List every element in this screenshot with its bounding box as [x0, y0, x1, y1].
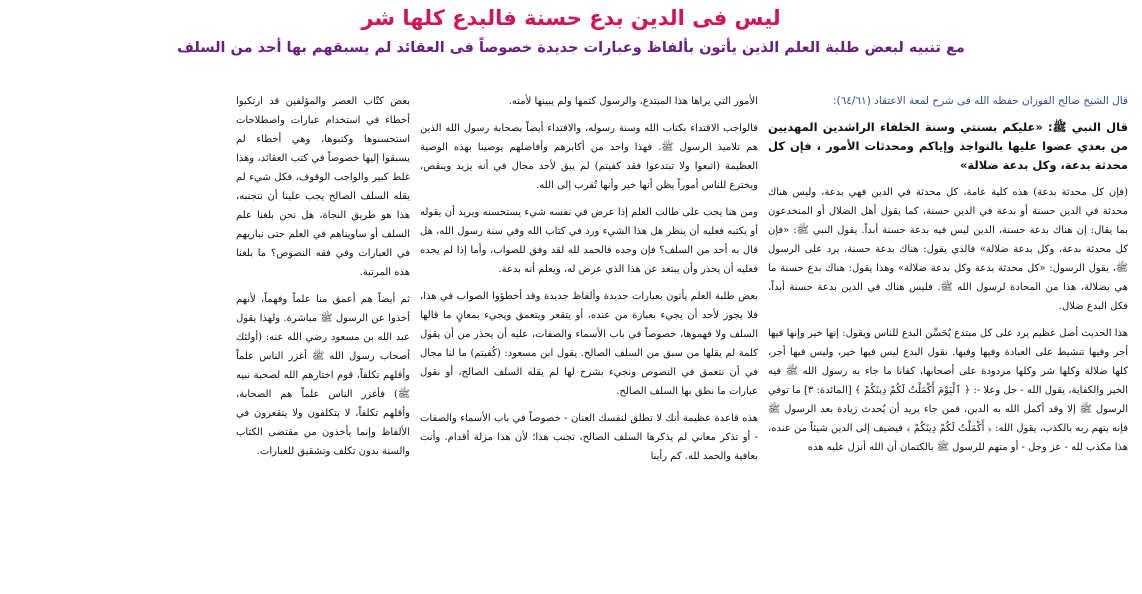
paragraph: فالواجب الاقتداء بكتاب الله وسنة رسوله، والاقتداء أيضاً بصحابة رسول الله الذين هم تلاميذ الرسول ﷺ. فهذا واحد من أكابرهم وأفاضلهم يوصينا بهذه الوصية العظيمة (اتبعوا ولا تبتدعوا فقد كفيتم) لم يبق لأحد مجال في أنه يزيد وينقص، ويخترع للناس أموراً يظن أنها خير وأنها تُقرب إلى الله.: [420, 123, 758, 191]
text-column-middle: [420, 92, 758, 592]
hadith-quote: قال النبي ﷺ: «عليكم بسنتي وسنة الخلفاء الراشدين المهديين من بعدي عضوا عليها بالنواجذ وإياكم ومحدثات الأمور ، فإن كل محدثة بدعة، وكل بدعة ضلالة»: [768, 120, 1128, 172]
paragraph: ثم أيضاً هم أعمق منا علماً وفهماً، لأنهم أخذوا عن الرسول ﷺ مباشرة. ولهذا يقول عبد الله بن مسعود رضي الله عنه: (أولئك أصحاب رسول الله ﷺ أغزر الناس علماً وأقلهم تكلفاً، قوم اختارهم الله لصحبة نبيه ﷺ) فأغزر الناس علماً هم الصحابة، وأقلهم تكلفاً، لا يتكلفون ولا يتقعرون في الألفاظ وإنما يأخذون من مقتضى الكتاب والسنة بدون تكلف وتشقيق للعبارات.: [236, 294, 410, 457]
source-citation: قال الشيخ صالح الفوزان حفظه الله فى شرح لمعة الاعتقاد (٦٤/٦١):: [832, 95, 1128, 107]
page-subtitle: مع تنبيه لبعض طلبة العلم الذين يأتون بألفاظ وعبارات جديدة خصوصاً فى العقائد لم يسبقهم بها أحد من السلف: [177, 40, 965, 56]
paragraph: هذا الحديث أصل عظيم يرد على كل مبتدع يُحَسِّن البدع للناس ويقول: إنها خير وإنها فيها أجر وفيها تنشيط على العبادة وفيها وفيها. نقول البدع ليس فيها خير، وليس فيها أجر، كلها ضلالة وكلها شر وكلها مردودة على أصحابها، كفانا ما جاء به رسول الله ﷺ فيه الخير والكفاية، يقول الله - جل وعلا -: ﴿ ٱلْيَوْمَ أَكْمَلْتُ لَكُمْ دِينَكُمْ ﴾ [المائدة: ٣] ما توفي الرسول ﷺ إلا وقد أكمل الله به الدين، فمن جاء يريد أن يُحدث زيادة بعد الرسول ﷺ فإنه يتهم ربه بالكذب، يقول الله: ﴿ أَكْمَلْتُ لَكُمْ دِينَكُمْ ﴾ فيضيف إلى الدين شيئاً من عنده، هذا مكذب لله - عز وجل - أو متهم للرسول ﷺ بالكتمان أن الله أنزل عليه هذه: [768, 328, 1128, 453]
paragraph: بعض طلبة العلم يأتون بعبارات جديدة وألفاظ جديدة وقد أخطؤوا الصواب في هذا، فلا يجوز لأحد أن يجيء بعبارة من عنده، أو يتقعر ويتعمق ويجيء بمعانٍ ما قالها السلف ولا فهموها، خصوصاً في باب الأسماء والصفات، عليه أن يحذر من أن يقول كلمة لم يقلها من سبق من السلف الصالح. يقول ابن مسعود: (كُفيتم) ما لنا مجال في أن نتعمق في النصوص ونجيء بشرح لها لم يقله السلف الصالح، أو نقول عبارات ما نطق بها السلف الصالح.: [420, 291, 758, 397]
paragraph: الأمور التي يراها هذا المبتدع، والرسول كتمها ولم يبينها لأمته.: [508, 96, 758, 107]
page-title: ليس فى الدين بدع حسنة فالبدع كلها شر: [361, 6, 781, 30]
paragraph: ومن هنا يجب على طالب العلم إذا عرض في نفسه شيء يستحسنه ويريد أن يقوله أو يكتبه فعليه أن ينظر هل هذا الشيء ورد في كتاب الله وفي سنة رسول الله، هل قال به أحد من السلف؟ فإن وجده فالحمد لله لقد وفق للصواب، وأما إذا لم يجده فعليه أن يحذر وأن يبتعد عن هذا الذي عرض له، ويعلم أنه بدعة.: [420, 207, 758, 275]
paragraph: (فإن كل محدثة بدعة) هذه كلية عامة، كل محدثة في الدين فهي بدعة، وليس هناك محدثة في الدين حسنة أو بدعة في الدين حسنة، كما يقول أهل الضلال أو المنخدعون بما يقال: إن هناك بدعة حسنة، الدين ليس فيه بدعة حسنة أبداً. يقول النبي ﷺ: «فإن كل محدثة بدعة، وكل بدعة ضلالة» فالذي يقول: هناك بدعة حسنة، يرد على الرسول ﷺ، يقول الرسول: «كل محدثة بدعة وكل بدعة ضلالة» وهذا يقول: هناك بدع حسنة ما هي بضلالة، هذا من المحادة لرسول الله ﷺ. فليس هناك في الدين بدعة حسنة أبداً، فكل البدع ضلال.: [768, 187, 1128, 312]
text-column-left: [236, 92, 410, 592]
paragraph: هذه قاعدة عظيمة أنك لا تطلق لنفسك العنان - خصوصاً في باب الأسماء والصفات - أو تذكر معاني لم يذكرها السلف الصالح، تجنب هذا؛ لأن هذا مزلة أقدام. وأنت بعافية والحمد لله. كم رأينا: [420, 413, 758, 462]
text-column-right: [768, 92, 1128, 592]
paragraph: بعض كتّاب العصر والمؤلفين قد ارتكبوا أخطاء في استخدام عبارات واصطلاحات استحسنوها وكتبوها، وهي أخطاء لم يسبقوا إليها خصوصاً في كتب العقائد، وهذا غلط كبير والواجب الوقوف، فكل شيء لم يقله السلف الصالح يجب علينا أن نتجنبه، هذا هو طريق النجاة، هل نحن بلغنا علم السلف أو ساويناهم في العلم حتى نباريهم في العبارات وفي فقه النصوص؟ ما بلغنا هذه المرتبة.: [236, 96, 410, 278]
